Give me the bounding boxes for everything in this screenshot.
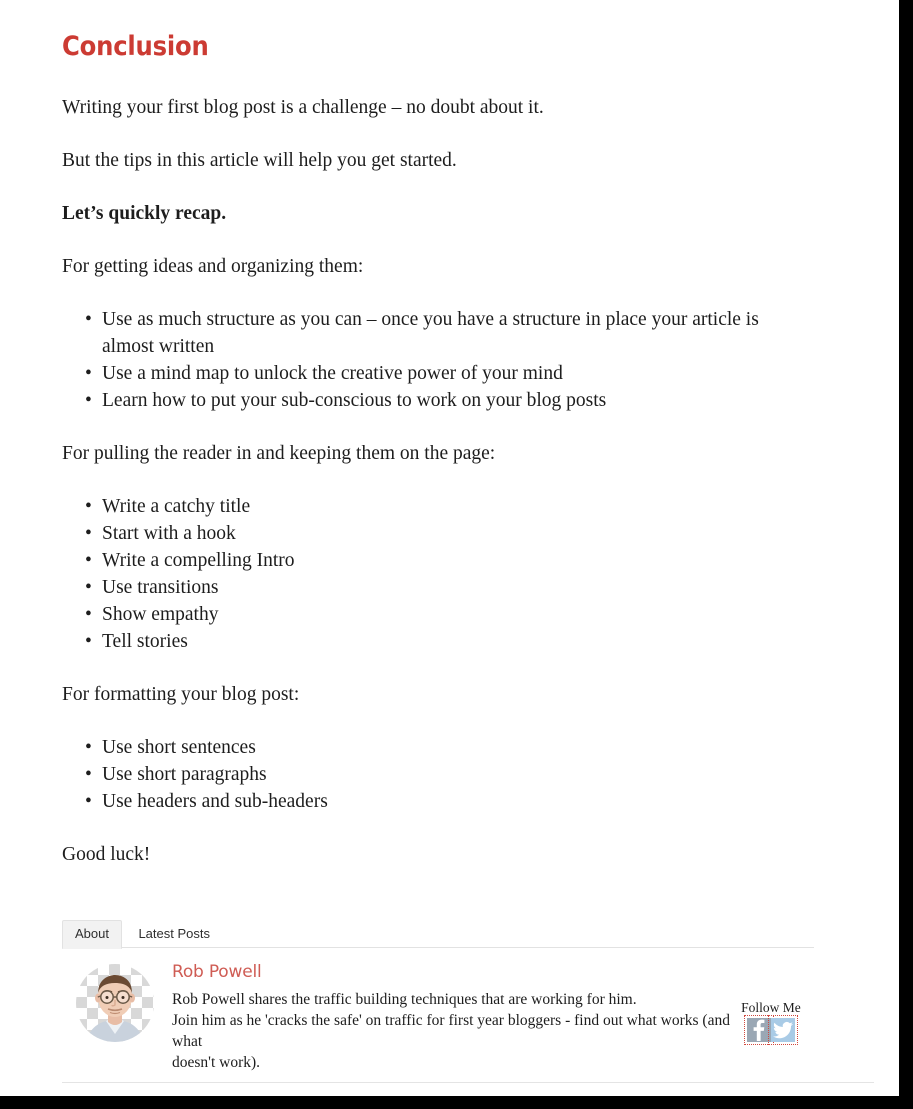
facebook-link[interactable] [747,1018,771,1042]
list-item: • Tell stories [102,628,295,655]
author-info [172,962,762,1073]
paragraph-recap-lead: Let’s quickly recap. [62,203,227,224]
twitter-link[interactable] [771,1018,795,1042]
bottom-divider [62,1082,874,1083]
author-box [62,918,814,1071]
list-item: • Learn how to put your sub-conscious to work on your blog posts [102,387,812,414]
page-title: Conclusion [62,31,209,62]
list-item: • Write a compelling Intro [102,547,295,574]
list-item: • Use short sentences [102,734,328,761]
avatar-portrait-icon [76,964,154,1042]
paragraph-intro-1: Writing your first blog post is a challenge – no doubt about it. [62,97,544,118]
list-item: • Start with a hook [102,520,295,547]
follow-me-label: Follow Me [741,1000,801,1015]
author-bio-line-1: Rob Powell shares the traffic building techniques that are working for him. [172,991,637,1008]
paragraph-closing: Good luck! [62,844,151,865]
list-item: • Use headers and sub-headers [102,788,328,815]
paragraph-section-2-lead: For pulling the reader in and keeping them on the page: [62,443,496,464]
paragraph-section-3-lead: For formatting your blog post: [62,684,300,705]
tab-about[interactable]: About [62,920,122,949]
follow-me-block [734,1000,808,1042]
author-bio [172,989,762,1073]
facebook-icon [747,1018,771,1042]
social-links [734,1018,808,1042]
list-formatting [62,734,328,815]
author-tabs [62,918,814,948]
list-item: • Show empathy [102,601,295,628]
twitter-icon [771,1018,795,1042]
list-item: • Use transitions [102,574,295,601]
tab-latest-posts[interactable]: Latest Posts [138,926,210,941]
avatar [76,964,154,1042]
author-bio-line-2: Join him as he 'cracks the safe' on traffic for first year bloggers - find out what works (and what [172,1012,730,1050]
list-ideas [62,306,812,414]
list-item: • Use short paragraphs [102,761,328,788]
paragraph-intro-2: But the tips in this article will help you get started. [62,150,457,171]
list-engagement [62,493,295,655]
list-item: • Use a mind map to unlock the creative power of your mind [102,360,812,387]
paragraph-section-1-lead: For getting ideas and organizing them: [62,256,364,277]
author-name-link[interactable]: Rob Powell [172,962,262,982]
list-item: • Use as much structure as you can – once you have a structure in place your article is almost written [102,306,812,360]
author-bio-line-3: doesn't work). [172,1054,261,1071]
author-body [62,948,814,1071]
list-item: • Write a catchy title [102,493,295,520]
